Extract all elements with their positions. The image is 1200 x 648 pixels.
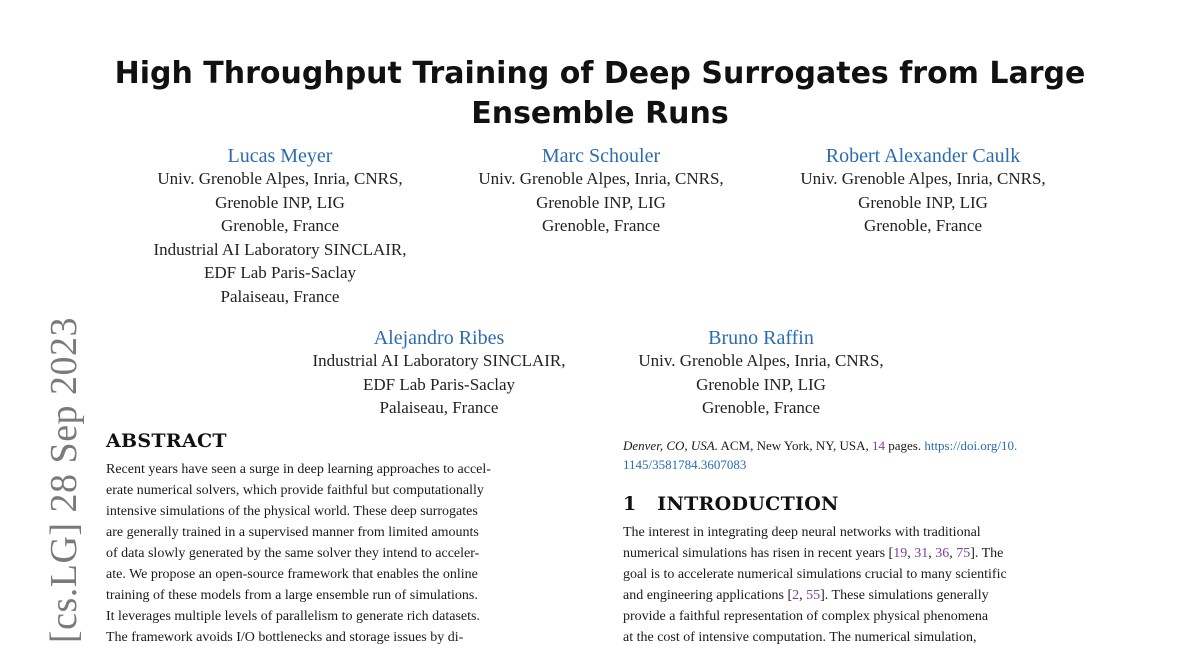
abstract-line: Recent years have seen a surge in deep learning approaches to accel- [106,462,491,477]
citation-venue: Denver, CO, USA. [623,438,718,453]
author-affiliation: Univ. Grenoble Alpes, Inria, CNRS, Grenoble INP, LIG Grenoble, France [478,169,724,235]
abstract-line: It leverages multiple levels of parallelism to generate rich datasets. [106,609,480,624]
author-name[interactable]: Robert Alexander Caulk [825,145,1021,167]
abstract-section [106,431,578,648]
citation-ref[interactable]: 36 [935,546,950,561]
title-line-2: Ensemble Runs [471,96,729,131]
intro-line: at the cost of intensive computation. The numerical simulation, [623,630,977,645]
abstract-line: ate. We propose an open-source framework that enables the online [106,567,478,582]
author-affiliation: Univ. Grenoble Alpes, Inria, CNRS, Grenoble INP, LIG Grenoble, France [638,351,884,417]
doi-link-continued[interactable]: 1145/3581784.3607083 [623,457,747,472]
abstract-line: are generally trained in a supervised manner from limited amounts [106,525,479,540]
doi-link[interactable]: https://doi.org/10. [924,438,1018,453]
arxiv-stamp: [cs.LG] 28 Sep 2023 [43,316,85,644]
intro-text: ]. These simulations generally [820,588,989,603]
abstract-line: intensive simulations of the physical world. These deep surrogates [106,504,478,519]
citation-pages-word: pages. [884,438,925,453]
abstract-body [106,459,578,648]
introduction-section [623,494,1096,648]
citation-pages-link[interactable]: 14 [871,438,885,453]
citation-line-1 [623,436,1097,455]
citation-publisher: ACM, New York, NY, USA, [717,438,872,453]
citation-ref[interactable]: 19 [893,546,908,561]
abstract-heading: ABSTRACT [106,430,227,452]
intro-line: The interest in integrating deep neural networks with traditional [623,525,981,540]
author-block [451,143,751,238]
intro-line: provide a faithful representation of complex physical phenomena [623,609,989,624]
intro-text: and engineering applications [ [623,588,793,603]
intro-text: ]. The [970,546,1004,561]
author-block [130,143,430,308]
author-affiliation: Univ. Grenoble Alpes, Inria, CNRS, Grenoble INP, LIG Grenoble, France [800,169,1046,235]
citation-block [623,436,1097,474]
citation-ref[interactable]: 2 [792,588,800,603]
intro-text: numerical simulations has risen in recent years [ [623,546,894,561]
paper-title [100,54,1100,134]
citation-ref[interactable]: 31 [914,546,929,561]
citation-ref[interactable]: 55 [806,588,821,603]
abstract-line: of data slowly generated by the same solver they intend to acceler- [106,546,480,561]
intro-line: numerical simulations has risen in recent years [19, 31, 36, 75]. The [623,546,1004,561]
author-block [611,325,911,420]
title-line-1: High Throughput Training of Deep Surrogates from Large [114,56,1086,91]
author-name[interactable]: Marc Schouler [541,145,661,167]
citation-ref[interactable]: 75 [956,546,971,561]
abstract-line: erate numerical solvers, which provide faithful but computationally [106,483,484,498]
author-block [773,143,1073,238]
introduction-heading: 1 INTRODUCTION [623,493,839,515]
author-name[interactable]: Alejandro Ribes [373,327,505,349]
intro-line: and engineering applications [2, 55]. These simulations generally [623,588,989,603]
author-name[interactable]: Lucas Meyer [227,145,333,167]
abstract-line: training of these models from a large ensemble run of simulations. [106,588,478,603]
author-block [289,325,589,420]
intro-line: goal is to accelerate numerical simulations crucial to many scientific [623,567,1007,582]
author-name[interactable]: Bruno Raffin [708,327,814,349]
author-affiliation: Industrial AI Laboratory SINCLAIR, EDF Lab Paris-Saclay Palaiseau, France [312,351,566,417]
author-affiliation: Univ. Grenoble Alpes, Inria, CNRS, Grenoble INP, LIG Grenoble, France Industrial AI Laboratory SINCLAIR, EDF Lab Paris-Saclay Palaiseau, France [153,169,407,306]
abstract-line: The framework avoids I/O bottlenecks and storage issues by di- [106,630,464,645]
